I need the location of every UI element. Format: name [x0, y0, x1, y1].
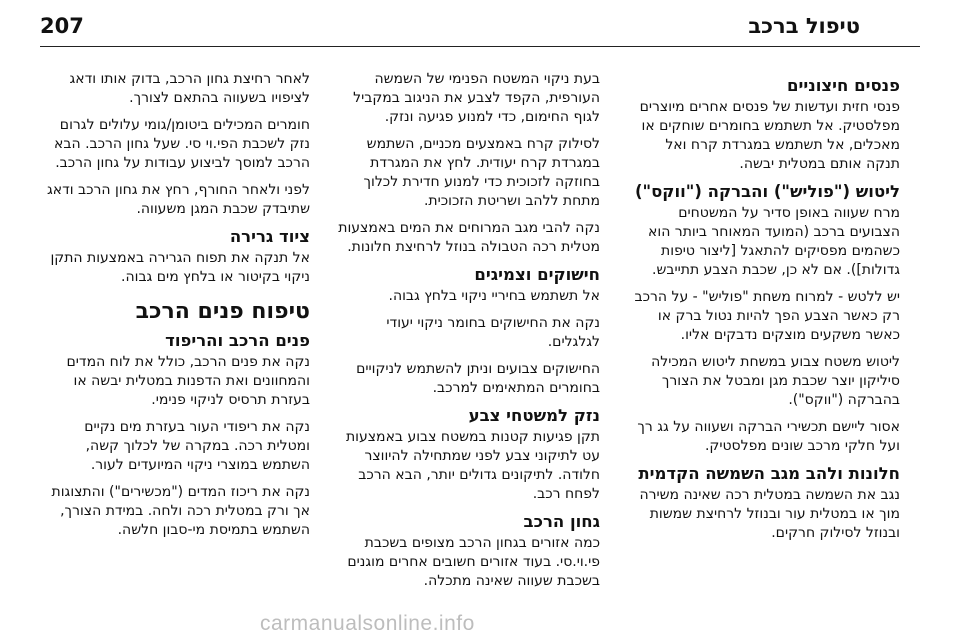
paragraph: מרח שעווה באופן סדיר על המשטחים הצבועים ברכב (המועד המאוחר ביותר הוא כשהמים מפסיקים להתאגל [ליצור טיפות גדולות]). אם לא כן, שכבת הצבע תתייבש. [648, 205, 900, 278]
paragraph: נקה להבי מגב המרוחים את המים באמצעות מטלית רכה הטבולה בנוזל לרחיצת חלונות. [338, 220, 600, 255]
section-heading: ציוד גרירה [229, 227, 310, 246]
paragraph: לפני ולאחר החורף, רחץ את גחון הרכב ודאג שתיבדק שכבת המגן משעווה. [46, 182, 310, 217]
paragraph: בעת ניקוי המשטח הפנימי של השמשה העורפית, הקפד לצבע את הניגוב במקביל לגוף החימום, כדי למנוע פגיעה ונזק. [353, 71, 600, 125]
section-title: טיפוח פנים הרכב [135, 299, 310, 324]
paragraph: אל תנקה את תפוח הגרירה באמצעות התקן ניקוי בקיטור או בלחץ מים גבוה. [50, 250, 310, 285]
text-column-left [40, 70, 310, 630]
paragraph: נקה את ריכוז המדים ("מכשירים") והתצוגות אך ורק במטלית רכה ולחה. במידת הצורך, השתמש בתמיסת מי-סבון חלשה. [51, 484, 310, 538]
text-column-right [630, 70, 900, 630]
paragraph: נקה את ריפודי העור בעזרת מים נקיים ומטלית רכה. במקרה של לכלוך קשה, השתמש במוצרי ניקוי המיועדים לעור. [84, 419, 310, 473]
section-heading: פנים הרכב והריפוד [165, 331, 310, 350]
paragraph: לסילוק קרח באמצעים מכניים, השתמש במגרדת קרח יעודית. לחץ את המגרדת בחוזקה לזכוכית כדי למנוע חדירת לכלוך מתחת ללהב ושריטת הזכוכית. [363, 136, 600, 209]
watermark: carmanualsonline.info [260, 612, 475, 635]
text-column-middle [330, 70, 600, 630]
paragraph: החישוקים צבועים וניתן להשתמש לניקויים בחומרים המתאימים למרכב. [356, 361, 600, 396]
section-heading: פנסים חיצוניים [787, 76, 900, 95]
paragraph: נגב את השמשה במטלית רכה שאינה משירה מוך או במטלית עור ובנוזל לרחיצת שמשות ובנוזל לסילוק חרקים. [639, 487, 900, 541]
page-number: 207 [40, 14, 84, 38]
section-heading: ליטוש ("פוליש") והברקה ("ווקס") [634, 182, 900, 201]
paragraph: כמה אזורים בגחון הרכב מצופים בשכבת פי.וי.סי. בעוד אזורים חשובים אחרים מוגנים בשכבת שעווה שאינה מתכלה. [347, 535, 600, 589]
section-heading: חישוקים וצמיגים [474, 265, 600, 284]
paragraph: פנסי חזית ועדשות של פנסים אחרים מיוצרים מפלסטיק. אל תשתמש בחומרים שוחקים או מאכלים, אל תשתמש במגרדת קרח ואל תנקה אותם במטלית יבשה. [639, 99, 900, 172]
paragraph: נקה את החישוקים בחומר ניקוי יעודי לגלגלים. [386, 315, 600, 350]
paragraph: אל תשתמש בחיריי ניקוי בלחץ גבוה. [388, 288, 600, 304]
paragraph: חומרים המכילים ביטומן/גומי עלולים לגרום נזק לשכבת הפי.וי סי. שעל גחון הרכב. הבא הרכב למוסך לביצוע עבודות על גחון הרכב. [54, 117, 310, 171]
section-heading: גחון הרכב [523, 512, 600, 531]
section-heading: חלונות ולהב מגב השמשה הקדמית [638, 464, 900, 483]
paragraph: תקן פגיעות קטנות במשטח צבוע באמצעות עט לתיקוני צבע לפני שמתחילה להיווצר חלודה. לתיקונים גדולים יותר, הבא הרכב לפחח רכב. [345, 429, 600, 502]
paragraph: יש ללטש - למרוח משחת "פוליש" - על הרכב רק כאשר הצבע הפך להיות נטול ברק או כאשר משקעים מוצקים נדבקים אליו. [634, 289, 900, 343]
paragraph: נקה את פנים הרכב, כולל את לוח המדים והמחוונים ואת הדפנות במטלית יבשה או בעזרת תרסיס לניקוי פנימי. [66, 354, 310, 408]
header-divider [40, 46, 920, 47]
paragraph: לאחר רחיצת גחון הרכב, בדוק אותו ודאג לציפויו בשעווה בהתאם לצורך. [69, 71, 310, 106]
section-heading: נזק למשטחי צבע [468, 406, 600, 425]
page-title: טיפול ברכב [748, 14, 860, 38]
page-header [40, 12, 920, 54]
paragraph: ליטוש משטח צבוע במשחת ליטוש המכילה סיליקון יוצר שכבת מגן ומבטל את הצורך בהברקה ("ווקס"). [651, 354, 900, 408]
paragraph: אסור ליישם תכשירי הברקה ושעווה על גג רך ועל חלקי מרכב שונים מפלסטיק. [637, 419, 900, 454]
